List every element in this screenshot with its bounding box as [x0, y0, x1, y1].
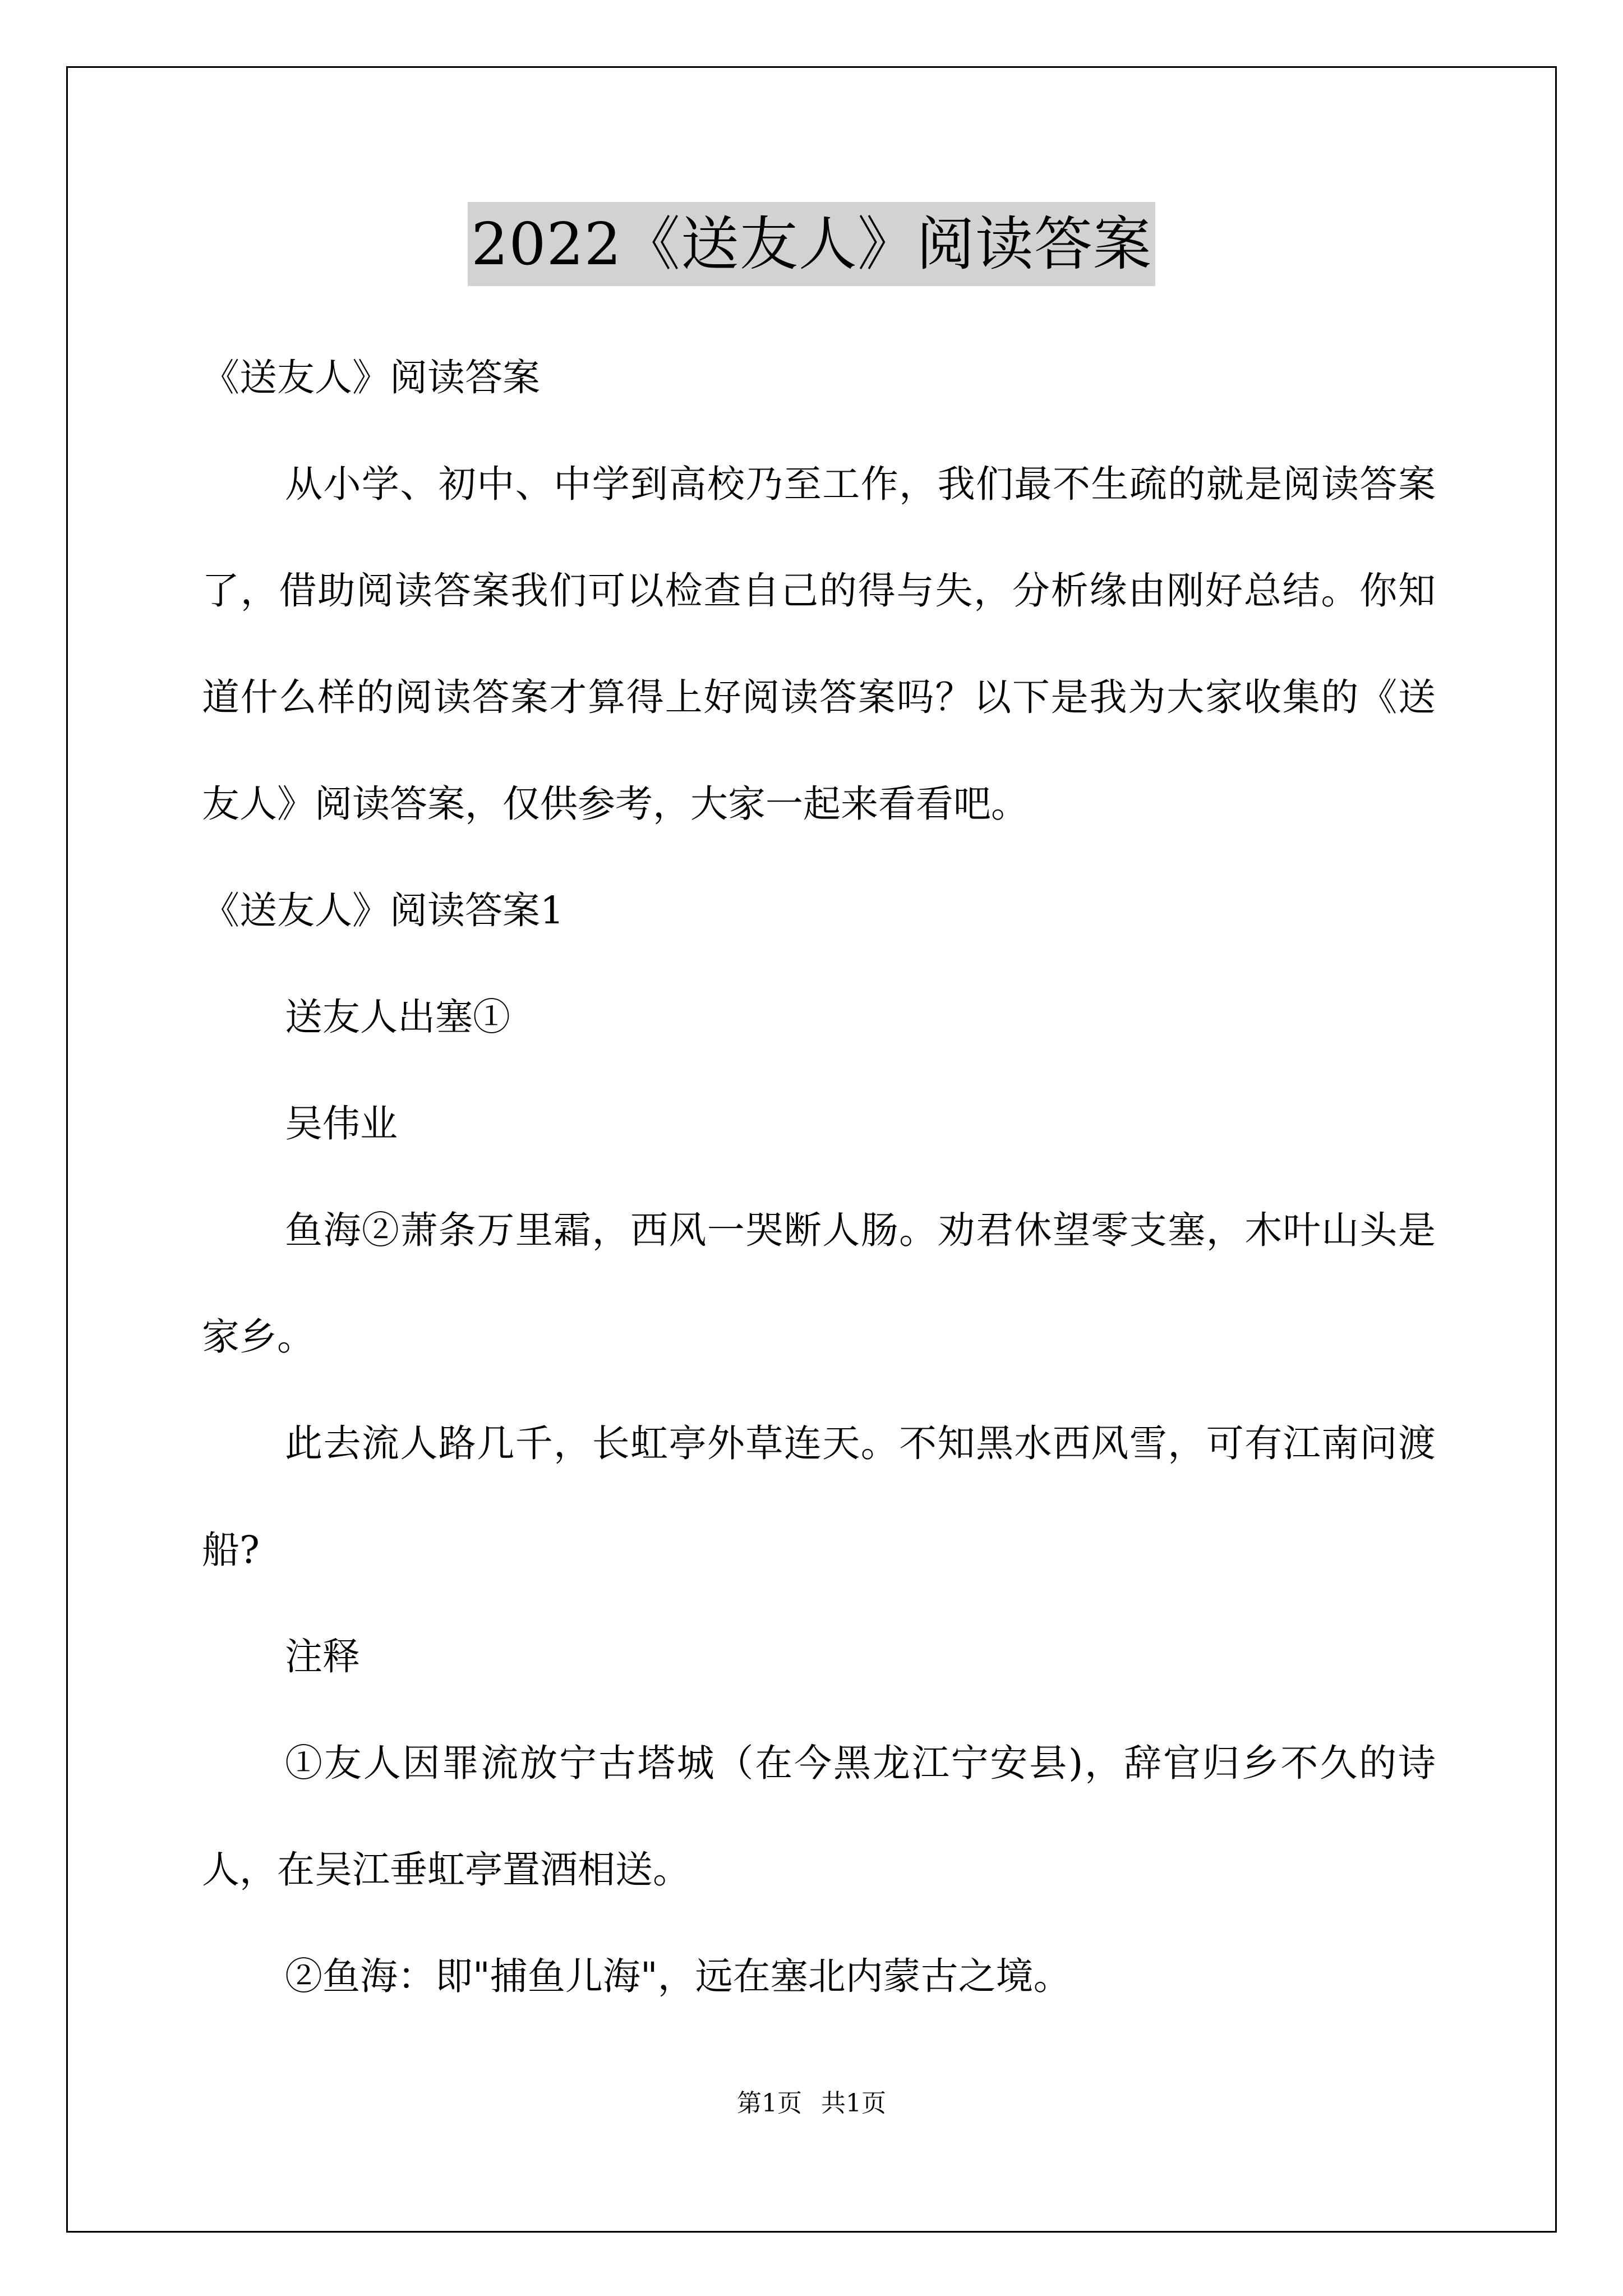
section-heading: 《送友人》阅读答案1: [202, 889, 564, 932]
note-1: ①友人因罪流放宁古塔城（在今黑龙江宁安县)，辞官归乡不久的诗人，在吴江垂虹亭置酒相送。: [202, 1741, 1436, 1892]
intro-paragraph: 从小学、初中、中学到高校乃至工作，我们最不生疏的就是阅读答案了，借助阅读答案我们可以检查自己的得与失，分析缘由刚好总结。你知道什么样的阅读答案才算得上好阅读答案吗？以下是我为大家收集的《送友人》阅读答案，仅供参考，大家一起来看看吧。: [202, 462, 1436, 826]
page-total: 共1页: [821, 2089, 886, 2118]
poem-author: 吴伟业: [285, 1102, 398, 1145]
poem-title: 送友人出塞①: [285, 995, 510, 1039]
poem-stanza-1: 鱼海②萧条万里霜，西风一哭断人肠。劝君休望零支塞，木叶山头是家乡。: [202, 1208, 1436, 1359]
document-title: 2022《送友人》阅读答案: [468, 202, 1155, 286]
heading: 《送友人》阅读答案: [202, 356, 540, 399]
poem-stanza-2: 此去流人路几千，长虹亭外草连天。不知黑水西风雪，可有江南问渡船?: [202, 1421, 1436, 1572]
page-number: 第1页: [737, 2089, 802, 2118]
page-footer: [0, 2087, 1623, 2120]
title-container: [0, 202, 1623, 286]
notes-heading: 注释: [285, 1635, 360, 1678]
note-2: ②鱼海：即"捕鱼儿海"，远在塞北内蒙古之境。: [285, 1954, 1071, 1998]
